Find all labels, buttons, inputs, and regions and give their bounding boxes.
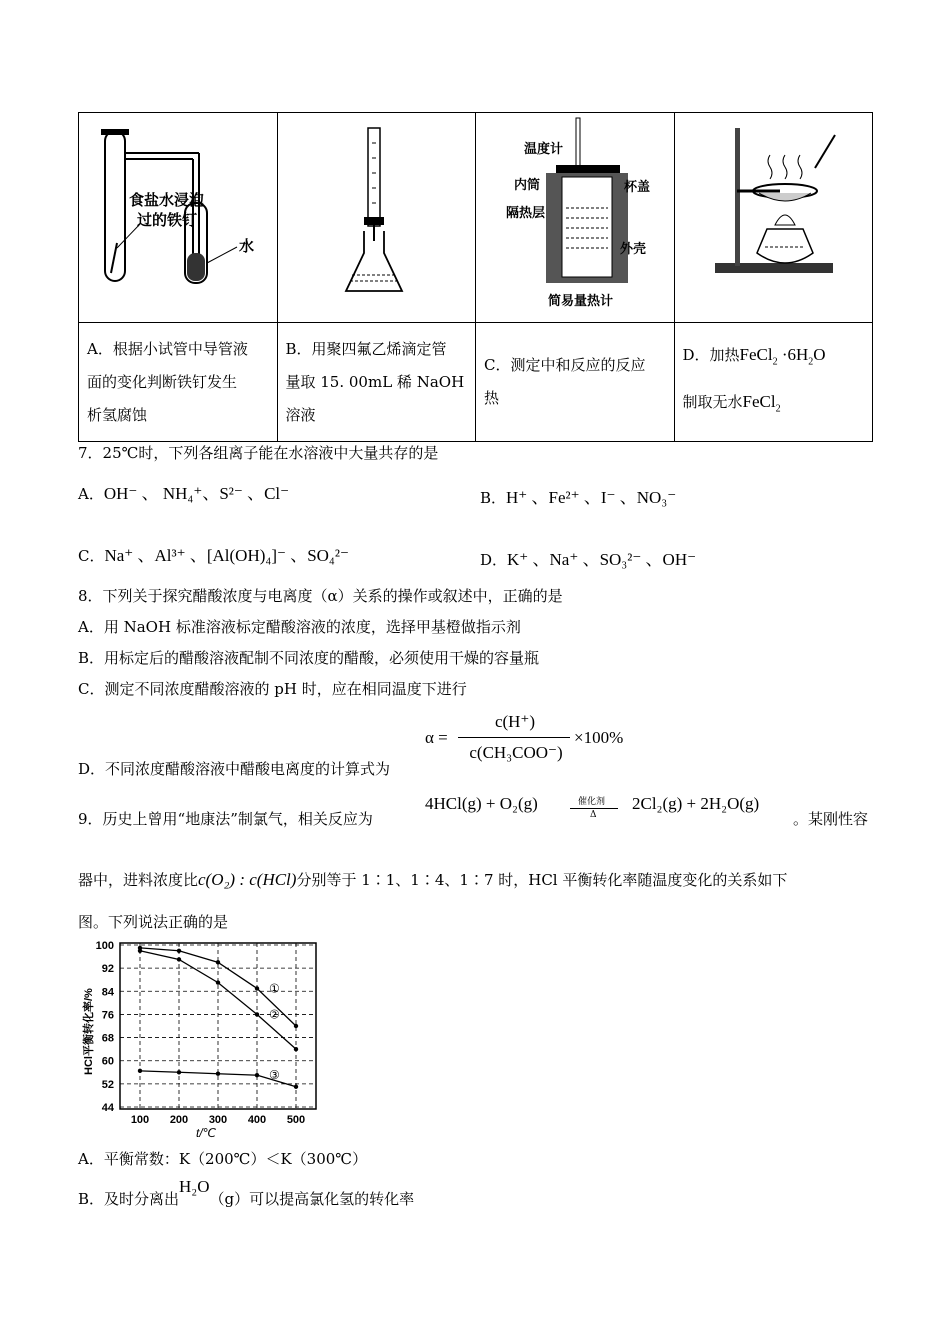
chart-point xyxy=(177,1070,181,1074)
chart-point xyxy=(138,949,142,953)
q7-stem: 7．25℃时，下列各组离子能在水溶液中大量共存的是 xyxy=(78,444,439,462)
option-6c-line2: 热 xyxy=(484,389,500,407)
label-inner-cylinder: 内筒 xyxy=(514,177,541,192)
q9-reaction-arrow xyxy=(570,808,618,809)
ionization-formula-denominator: c(CH₃COO⁻) xyxy=(469,743,563,762)
apparatus-table xyxy=(78,112,873,442)
q8-option-a: A．用 NaOH 标准溶液标定醋酸溶液的浓度，选择甲基橙做指示剂 xyxy=(78,618,521,636)
chart-point xyxy=(255,1012,259,1016)
chart-point xyxy=(138,1069,142,1073)
q9-option-b: B．及时分离出H₂O（g）可以提高氯化氢的转化率 xyxy=(78,1177,415,1208)
label-water: 水 xyxy=(239,238,255,255)
label-shell: 外壳 xyxy=(620,241,647,256)
q8-option-c: C．测定不同浓度醋酸溶液的 pH 时，应在相同温度下进行 xyxy=(78,680,467,698)
option-6a-line1: A．根据小试管中导管液 xyxy=(87,339,248,358)
option-6b-line3: 溶液 xyxy=(285,405,316,424)
chart-ytick-label: 68 xyxy=(101,1032,114,1045)
cell-d-image xyxy=(674,113,873,323)
option-6a-line2: 面的变化判断铁钉发生 xyxy=(87,372,238,391)
label-lid: 杯盖 xyxy=(624,179,651,194)
q7-option-d: D．K⁺ 、Na⁺ 、SO₃²⁻ 、OH⁻ xyxy=(480,550,697,569)
label-iron-nail: 过的铁钉 xyxy=(137,212,198,229)
chart-point xyxy=(216,980,220,984)
chart-point xyxy=(177,949,181,953)
label-calorimeter: 简易量热计 xyxy=(548,293,614,308)
option-6c-line1: C．测定中和反应的反应 xyxy=(484,356,646,374)
chart-point xyxy=(255,986,259,990)
option-6a-line3: 析氢腐蚀 xyxy=(87,405,148,424)
q9-heat: Δ xyxy=(590,810,597,820)
heating-dish-apparatus xyxy=(675,113,873,318)
burette-flask-apparatus xyxy=(278,113,476,318)
chart-series-label: ① xyxy=(269,981,280,996)
chart-point xyxy=(294,1047,298,1051)
chart-ytick-label: 84 xyxy=(101,986,114,999)
chart-xtick-label: 100 xyxy=(130,1114,150,1126)
q9-reaction-right: 2Cl₂(g) + 2H₂O(g) xyxy=(632,794,760,813)
q9-catalyst: 催化剂 xyxy=(578,797,606,807)
ionization-formula-lhs: α = xyxy=(425,728,448,747)
calorimeter-apparatus xyxy=(476,113,674,318)
chart-xtick-label: 200 xyxy=(169,1114,189,1126)
option-6b-line2: 量取 15. 00mL 稀 NaOH xyxy=(285,372,465,391)
chart-xtick-label: 400 xyxy=(247,1114,267,1126)
chart-ytick-label: 100 xyxy=(95,940,114,952)
option-6c xyxy=(476,323,675,442)
chart-point xyxy=(294,1024,298,1028)
cell-c-image xyxy=(476,113,675,323)
chart-ytick-label: 60 xyxy=(101,1055,114,1068)
ionization-formula-rhs: ×100% xyxy=(574,728,624,747)
chart-ytick-label: 92 xyxy=(101,963,114,976)
option-6b-line1: B．用聚四氟乙烯滴定管 xyxy=(285,339,447,358)
hcl-conversion-chart xyxy=(78,935,318,1140)
option-6b xyxy=(277,323,476,442)
q9-stem-prefix: 9．历史上曾用“地康法”制氯气，相关反应为 xyxy=(78,810,373,828)
label-thermometer: 温度计 xyxy=(524,141,564,156)
q9-option-a: A．平衡常数：K（200℃）＜K（300℃） xyxy=(78,1150,368,1168)
q8-option-b: B．用标定后的醋酸溶液配制不同浓度的醋酸，必须使用干燥的容量瓶 xyxy=(78,649,540,667)
q7-option-a: A．OH⁻ 、 NH₄⁺、S²⁻ 、Cl⁻ xyxy=(78,484,290,503)
chart-point xyxy=(177,957,181,961)
option-6d-formula2: FeCl$_2$ xyxy=(742,392,781,415)
label-salt-water: 食盐水浸泡 xyxy=(129,192,205,209)
q9-stem-suffix: 。某刚性容 xyxy=(793,810,869,828)
q9-line3: 图。下列说法正确的是 xyxy=(78,913,229,931)
chart-series-label: ② xyxy=(269,1007,280,1022)
q8-stem: 8．下列关于探究醋酸浓度与电离度（α）关系的操作或叙述中，正确的是 xyxy=(78,587,563,605)
q7-option-c: C．Na⁺ 、Al³⁺ 、[Al(OH)₄]⁻ 、SO₄²⁻ xyxy=(78,546,349,565)
chart-series-label: ③ xyxy=(269,1068,280,1083)
chart-xlabel: t/℃ xyxy=(196,1126,217,1140)
cell-b-image xyxy=(277,113,476,323)
q8-option-d: D．不同浓度醋酸溶液中醋酸电离度的计算式为 xyxy=(78,760,391,778)
chart-point xyxy=(294,1085,298,1089)
option-6d xyxy=(674,323,873,442)
chart-point xyxy=(216,1072,220,1076)
iron-nail-corrosion-apparatus xyxy=(79,113,277,318)
chart-ytick-label: 76 xyxy=(101,1009,114,1022)
q9-line2: 器中，进料浓度比c(O₂) : c(HCl)分别等于 1∶1、1∶4、1∶7 时，HCl 平衡转化率随温度变化的关系如下 xyxy=(78,870,788,889)
chart-ylabel: HCl平衡转化率/% xyxy=(83,988,95,1075)
chart-point xyxy=(255,1073,259,1077)
option-6d-line2: 制取无水 xyxy=(682,393,743,411)
fraction-bar xyxy=(458,737,570,738)
chart-xtick-label: 300 xyxy=(208,1114,228,1126)
option-6d-prefix: D．加热 xyxy=(682,345,740,364)
q9-reaction-left: 4HCl(g) + O₂(g) xyxy=(425,794,538,813)
label-insulation: 隔热层 xyxy=(506,205,546,220)
chart-point xyxy=(216,960,220,964)
cell-a-image xyxy=(79,113,278,323)
ionization-formula-numerator: c(H⁺) xyxy=(494,712,536,731)
option-6d-formula1: FeCl$_2$ $\cdot 6H_2O$ xyxy=(739,344,826,367)
option-6a xyxy=(79,323,278,442)
q7-option-b: B．H⁺ 、Fe²⁺ 、I⁻ 、NO₃⁻ xyxy=(480,488,677,507)
chart-ytick-label: 44 xyxy=(101,1102,114,1114)
chart-xtick-label: 500 xyxy=(286,1114,306,1126)
chart-ytick-label: 52 xyxy=(101,1078,114,1091)
